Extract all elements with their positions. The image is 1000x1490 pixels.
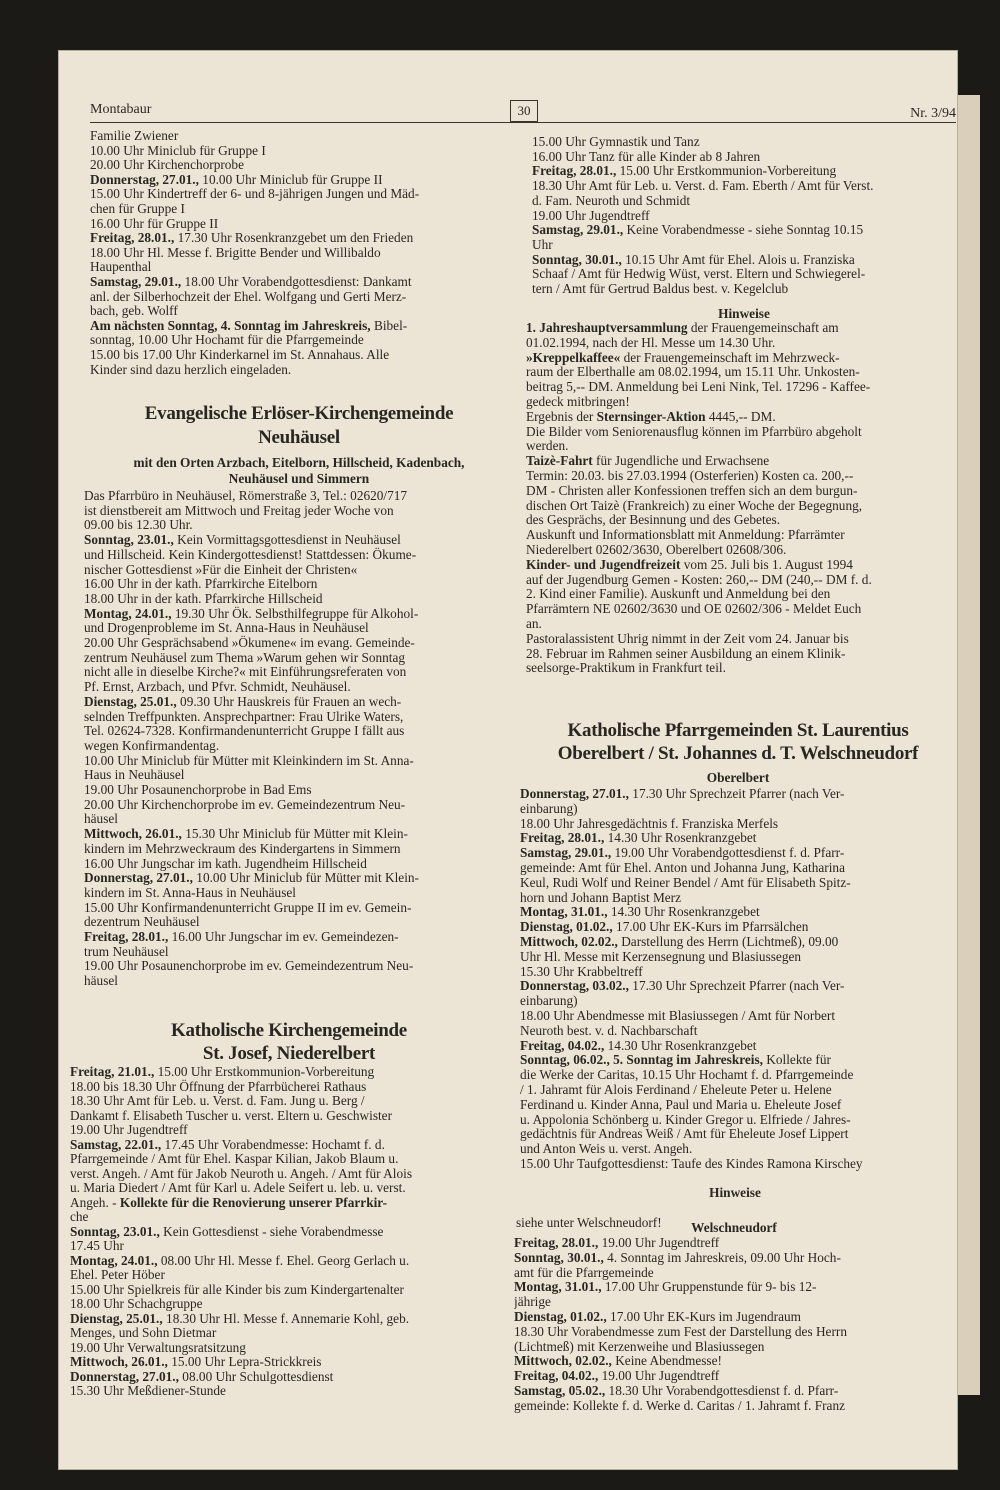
text-line: Dankamt f. Elisabeth Tuscher u. verst. Eltern u. Geschwister [70,1107,393,1123]
text-line: Neuroth best. v. d. Nachbarschaft [520,1022,698,1038]
text-line: chen für Gruppe I [90,201,185,216]
text-line: Mittwoch, 26.01., 15.30 Uhr Miniclub für Mütter mit Klein- [84,826,408,842]
text-line: Ergebnis der Sternsinger-Aktion 4445,-- DM. [526,408,776,424]
text-line: 19.00 Uhr Posaunenchorprobe in Bad Ems [84,782,312,797]
right-column-top [532,136,956,304]
text-line: 10.00 Uhr Miniclub für Gruppe I [90,142,266,158]
text-line: gedeck mitbringen! [526,394,630,409]
text-line: Menges, und Sohn Dietmar [70,1325,217,1340]
text-line: dischen Ort Taizè (Frankreich) zu einer Woche der Begegnung, [526,497,863,513]
josef-body [70,1066,506,1416]
text-line: 17.45 Uhr [70,1238,124,1253]
text-line: u. Maria Diedert / Amt für Karl u. Adele Seifert u. leb. u. verst. [70,1180,406,1195]
text-line: 18.00 Uhr in der kath. Pfarrkirche Hillscheid [84,590,323,606]
text-line: Freitag, 04.02., 19.00 Uhr Jugendtreff [514,1368,720,1384]
text-line: Sonntag, 06.02., 5. Sonntag im Jahreskreis, Kollekte für [520,1052,831,1068]
text-line: Freitag, 28.01., 16.00 Uhr Jungschar im ev. Gemeindezen- [84,929,399,944]
evang-title-place: Neuhäusel [258,427,340,448]
text-line: d. Fam. Neuroth und Schmidt [532,192,691,208]
evang-body [84,490,514,1000]
text-line: 16.00 Uhr in der kath. Pfarrkirche Eitelborn [84,576,318,592]
text-line: / 1. Jahramt für Alois Ferdinand / Eheleute Peter u. Helene [520,1082,832,1097]
evang-subtitle-2: Neuhäusel und Simmern [228,471,370,486]
text-line: Freitag, 28.01., 17.30 Uhr Rosenkranzgebet um den Frieden [90,230,414,246]
oberelbert-heading: Oberelbert [706,770,770,785]
text-line: Sonntag, 30.01., 4. Sonntag im Jahreskreis, 09.00 Uhr Hoch- [514,1249,841,1265]
text-line: an. [526,616,542,631]
text-line: und Drogenprobleme im St. Anna-Haus in Neuhäusel [84,620,369,636]
text-line: Donnerstag, 27.01., 17.30 Uhr Sprechzeit Pfarrer (nach Ver- [520,788,845,801]
text-line: Ferdinand u. Kinder Anna, Paul und Maria u. Eheleute Josef [520,1096,842,1112]
hinweise-heading-2: Hinweise [709,1185,761,1200]
text-line: Uhr Hl. Messe mit Kerzensegnung und Blasiussegen [520,948,802,964]
hinweise-heading: Hinweise [718,306,770,321]
text-line: Donnerstag, 03.02., 17.30 Uhr Sprechzeit Pfarrer (nach Ver- [520,978,845,994]
text-line: Familie Zwiener [90,130,179,143]
text-line: dezentrum Neuhäusel [84,914,200,930]
text-line: Samstag, 29.01., 18.00 Uhr Vorabendgottesdienst: Dankamt [90,274,412,289]
text-line: und Hillscheid. Kein Kindergottesdienst! Stattdessen: Ökume- [84,546,417,562]
text-line: Freitag, 28.01., 14.30 Uhr Rosenkranzgebet [520,830,757,846]
text-line: 15.00 bis 17.00 Uhr Kinderkarnel im St. Annahaus. Alle [90,347,390,362]
text-line: Samstag, 05.02., 18.30 Uhr Vorabendgottesdienst f. d. Pfarr- [514,1383,839,1398]
hinweise-body [526,322,956,706]
text-line: amt für die Pfarrgemeinde [514,1264,654,1280]
text-line: die Werke der Caritas, 10.15 Uhr Hochamt f. d. Pfarrgemeinde [520,1067,854,1083]
text-line: 09.00 bis 12.30 Uhr. [84,517,193,533]
text-line: che [70,1209,89,1224]
josef-title: Katholische Kirchengemeinde [171,1020,407,1041]
text-line: gemeinde: Kollekte f. d. Werke d. Caritas / 1. Jahramt f. Franz [514,1397,846,1413]
text-line: 15.00 Uhr Spielkreis für alle Kinder bis zum Kindergartenalter [70,1281,404,1297]
text-line: Termin: 20.03. bis 27.03.1994 (Osterferien) Kosten ca. 200,-- [526,468,854,483]
text-line: 20.00 Uhr Kirchenchorprobe [90,157,244,173]
text-line: Pfarrämtern NE 02602/3630 und OE 02602/306 - Meldet Euch [526,601,862,617]
text-line: ist dienstbereit am Mittwoch und Freitag jeder Woche von [84,502,394,518]
text-line: Pastoralassistent Uhrig nimmt in der Zeit vom 24. Januar bis [526,630,849,646]
text-line: einbarung) [520,800,578,816]
text-line: zentrum Neuhäusel zum Thema »Warum gehen wir Sonntag [84,649,406,665]
text-line: Auskunft und Informationsblatt mit Anmeldung: Pfarrämter [526,527,845,543]
laurentius-title: Katholische Pfarrgemeinden St. Laurentius [567,720,909,741]
text-line: Kinder- und Jugendfreizeit vom 25. Juli bis 1. August 1994 [526,556,853,572]
text-line: kindern im St. Anna-Haus in Neuhäusel [84,884,296,900]
text-line: Tel. 02624-7328. Konfirmandenunterricht Gruppe I fällt aus [84,723,405,739]
text-line: »Kreppelkaffee« der Frauengemeinschaft im Mehrzweck- [526,349,840,365]
text-line: gedächtnis für Andreas Weiß / Amt für Eheleute Josef Lippert [520,1126,849,1142]
text-line: 15.00 Uhr Kindertreff der 6- und 8-jährigen Jungen und Mäd- [90,186,420,202]
text-line: Das Pfarrbüro in Neuhäusel, Römerstraße 3, Tel.: 02620/717 [84,490,408,503]
text-line: Mittwoch, 02.02., Darstellung des Herrn (Lichtmeß), 09.00 [520,934,839,949]
text-line: horn und Johann Baptist Merz [520,889,682,905]
text-line: Mittwoch, 26.01., 15.00 Uhr Lepra-Strickkreis [70,1354,322,1369]
text-line: kindern im Mehrzweckraum des Kindergartens in Simmern [84,840,401,856]
text-line: Samstag, 29.01., 19.00 Uhr Vorabendgottesdienst f. d. Pfarr- [520,845,845,861]
text-line: (Lichtmeß) mit Kerzenweihe und Blasiussegen [514,1338,765,1354]
text-line: selnden Treffpunkten. Ansprechpartner: Frau Ulrike Waters, [84,708,404,724]
text-line: Taizè-Fahrt für Jugendliche und Erwachsene [526,453,770,469]
welschneudorf-body [514,1237,954,1423]
text-line: Dienstag, 25.01., 09.30 Uhr Hauskreis für Frauen an wech- [84,693,402,709]
text-line: Am nächsten Sonntag, 4. Sonntag im Jahreskreis, Bibel- [90,317,408,333]
text-line: raum der Elberthalle am 08.02.1994, um 15.11 Uhr. Unkosten- [526,364,860,380]
text-line: trum Neuhäusel [84,943,169,959]
text-line: 18.30 Uhr Amt für Leb. u. Verst. d. Fam. Eberth / Amt für Verst. [532,178,874,194]
text-line: Donnerstag, 27.01., 08.00 Uhr Schulgottesdienst [70,1368,334,1384]
text-line: Freitag, 21.01., 15.00 Uhr Erstkommunion-Vorbereitung [70,1066,375,1079]
text-line: Samstag, 29.01., Keine Vorabendmesse - siehe Sonntag 10.15 [532,222,864,238]
text-line: 28. Februar im Rahmen seiner Ausbildung an einem Klinik- [526,645,846,661]
text-line: Pfarrgemeinde / Amt für Ehel. Kaspar Kilian, Jakob Blaum u. [70,1151,399,1166]
hinweise-line: siehe unter Welschneudorf! [516,1215,662,1231]
welschneudorf-heading: Welschneudorf [691,1220,777,1235]
text-line: Montag, 24.01., 08.00 Uhr Hl. Messe f. Ehel. Georg Gerlach u. [70,1252,410,1268]
text-line: 18.00 Uhr Jahresgedächtnis f. Franziska Merfels [520,815,779,831]
text-line: Uhr [532,236,553,252]
text-line: 01.02.1994, nach der Hl. Messe um 14.30 Uhr. [526,334,776,350]
text-line: Kinder sind dazu herzlich eingeladen. [90,361,292,377]
text-line: einbarung) [520,993,578,1009]
text-line: 19.00 Uhr Posaunenchorprobe im ev. Gemeindezentrum Neu- [84,958,414,974]
text-line: nicht alle in dieselbe Kirche?« mit Einführungsreferaten von [84,664,407,680]
text-line: 19.00 Uhr Verwaltungsratsitzung [70,1339,246,1355]
text-line: DM - Christen aller Konfessionen treffen sich an dem burgun- [526,482,858,498]
text-line: anl. der Silberhochzeit der Ehel. Wolfgang und Gerti Merz- [90,288,407,304]
text-line: des Gesprächs, der Besinnung und des Gebetes. [526,512,781,528]
text-line: jährige [514,1294,551,1310]
text-line: 10.00 Uhr Miniclub für Mütter mit Kleinkindern im St. Anna- [84,752,414,768]
issue-number: Nr. 3/94 [910,106,956,121]
text-line: 19.00 Uhr Jugendtreff [70,1122,188,1137]
text-line: nischer Gottesdienst »Für die Einheit der Christen« [84,561,358,577]
text-line: Mittwoch, 02.02., Keine Abendmesse! [514,1353,722,1369]
text-line: verst. Angeh. / Amt für Jakob Neuroth u. Angeh. / Amt für Alois [70,1165,412,1181]
text-line: tern / Amt für Gertrud Baldus best. v. Kegelclub [532,281,789,296]
text-line: Ehel. Peter Höber [70,1267,165,1282]
paper-edge [958,95,980,1395]
text-line: Donnerstag, 27.01., 10.00 Uhr Miniclub für Gruppe II [90,171,383,187]
text-line: Dienstag, 01.02., 17.00 Uhr EK-Kurs im Jugendraum [514,1309,801,1324]
text-line: seelsorge-Praktikum in Frankfurt teil. [526,660,726,676]
text-line: 18.00 Uhr Hl. Messe f. Brigitte Bender und Willibaldo [90,244,381,260]
text-line: beitrag 5,-- DM. Anmeldung bei Leni Nink, Tel. 17296 - Kaffee- [526,379,871,395]
text-line: Haupenthal [90,259,152,275]
text-line: Freitag, 28.01., 15.00 Uhr Erstkommunion-Vorbereitung [532,163,837,179]
text-line: wegen Konfirmandentag. [84,737,220,753]
text-line: 16.00 Uhr für Gruppe II [90,215,219,231]
text-line: Montag, 24.01., 19.30 Uhr Ök. Selbsthilfegruppe für Alkohol- [84,605,419,621]
text-line: 18.30 Uhr Amt für Leb. u. Verst. d. Fam. Jung u. Berg / [70,1093,365,1108]
text-line: Niederelbert 02602/3630, Oberelbert 02608/306. [526,542,787,557]
josef-title-place: St. Josef, Niederelbert [202,1043,376,1064]
text-line: Freitag, 04.02., 14.30 Uhr Rosenkranzgebet [520,1037,757,1053]
text-line: 15.30 Uhr Meßdiener-Stunde [70,1383,226,1398]
text-line: häusel [84,973,118,989]
text-line: Dienstag, 01.02., 17.00 Uhr EK-Kurs im Pfarrsälchen [520,919,809,935]
left-column-top [90,130,508,390]
evang-title: Evangelische Erlöser-Kirchengemeinde [144,403,454,424]
text-line: Keul, Rudi Wolf und Reiner Bendel / Amt für Elisabeth Spitz- [520,874,851,890]
text-line: 16.00 Uhr Jungschar im kath. Jugendheim Hillscheid [84,855,367,871]
header-place: Montabaur [90,102,152,117]
text-line: Samstag, 22.01., 17.45 Uhr Vorabendmesse: Hochamt f. d. [70,1136,385,1152]
evang-subtitle: mit den Orten Arzbach, Eitelborn, Hillscheid, Kadenbach, [133,455,465,470]
text-line: Freitag, 28.01., 19.00 Uhr Jugendtreff [514,1237,720,1250]
text-line: 20.00 Uhr Gesprächsabend »Ökumene« im evang. Gemeinde- [84,635,415,650]
text-line: Angeh. - Kollekte für die Renovierung unserer Pfarrkir- [70,1194,388,1210]
text-line: Montag, 31.01., 17.00 Uhr Gruppenstunde für 9- bis 12- [514,1279,817,1295]
text-line: häusel [84,811,118,827]
text-line: 18.00 Uhr Abendmesse mit Blasiussegen / Amt für Norbert [520,1008,836,1023]
text-line: u. Appolonia Schönberg u. Kinder Gregor u. Elfriede / Jahres- [520,1111,851,1127]
text-line: bach, geb. Wolff [90,303,178,319]
text-line: 18.00 bis 18.30 Uhr Öffnung der Pfarrbücherei Rathaus [70,1078,367,1094]
text-line: 20.00 Uhr Kirchenchorprobe im ev. Gemeindezentrum Neu- [84,796,406,812]
text-line: 18.30 Uhr Vorabendmesse zum Fest der Darstellung des Herrn [514,1323,847,1339]
text-line: 15.30 Uhr Krabbeltreff [520,963,643,979]
page-number: 30 [510,100,538,122]
text-line: Haus in Neuhäusel [84,767,185,783]
text-line: 15.00 Uhr Taufgottesdienst: Taufe des Kindes Ramona Kirschey [520,1156,863,1171]
text-line: auf der Jugendburg Gemen - Kosten: 260,-- DM (240,-- DM f. d. [526,571,872,587]
text-line: sonntag, 10.00 Uhr Hochamt für die Pfarrgemeinde [90,332,364,348]
text-line: 18.00 Uhr Schachgruppe [70,1296,203,1311]
laurentius-title-2: Oberelbert / St. Johannes d. T. Welschneudorf [557,743,919,764]
oberelbert-body [520,788,956,1184]
text-line: Sonntag, 23.01., Kein Vormittagsgottesdienst in Neuhäusel [84,532,401,548]
text-line: Montag, 31.01., 14.30 Uhr Rosenkranzgebet [520,904,760,920]
text-line: Pf. Ernst, Arzbach, und Pfvr. Schmidt, Neuhäusel. [84,679,351,695]
text-line: und Anton Weis u. verst. Angeh. [520,1141,693,1157]
text-line: Dienstag, 25.01., 18.30 Uhr Hl. Messe f. Annemarie Kohl, geb. [70,1310,410,1326]
text-line: 16.00 Uhr Tanz für alle Kinder ab 8 Jahren [532,148,761,164]
text-line: Sonntag, 30.01., 10.15 Uhr Amt für Ehel. Alois u. Franziska [532,251,855,267]
text-line: 1. Jahreshauptversammlung der Frauengemeinschaft am [526,322,839,335]
text-line: Sonntag, 23.01., Kein Gottesdienst - siehe Vorabendmesse [70,1223,384,1239]
text-line: Donnerstag, 27.01., 10.00 Uhr Miniclub für Mütter mit Klein- [84,870,419,886]
text-line: Die Bilder vom Seniorenausflug können im Pfarrbüro abgeholt [526,423,862,439]
page-header [90,100,956,123]
text-line: Schaaf / Amt für Hedwig Wüst, verst. Eltern und Schwiegerel- [532,266,866,282]
text-line: 15.00 Uhr Gymnastik und Tanz [532,136,700,149]
text-line: 19.00 Uhr Jugendtreff [532,207,650,223]
text-line: 2. Kind einer Familie). Auskunft und Anmeldung bei den [526,586,831,602]
text-line: werden. [526,438,569,454]
text-line: gemeinde: Amt für Ehel. Anton und Johanna Jung, Katharina [520,860,845,875]
text-line: 15.00 Uhr Konfirmandenunterricht Gruppe II im ev. Gemein- [84,899,412,915]
